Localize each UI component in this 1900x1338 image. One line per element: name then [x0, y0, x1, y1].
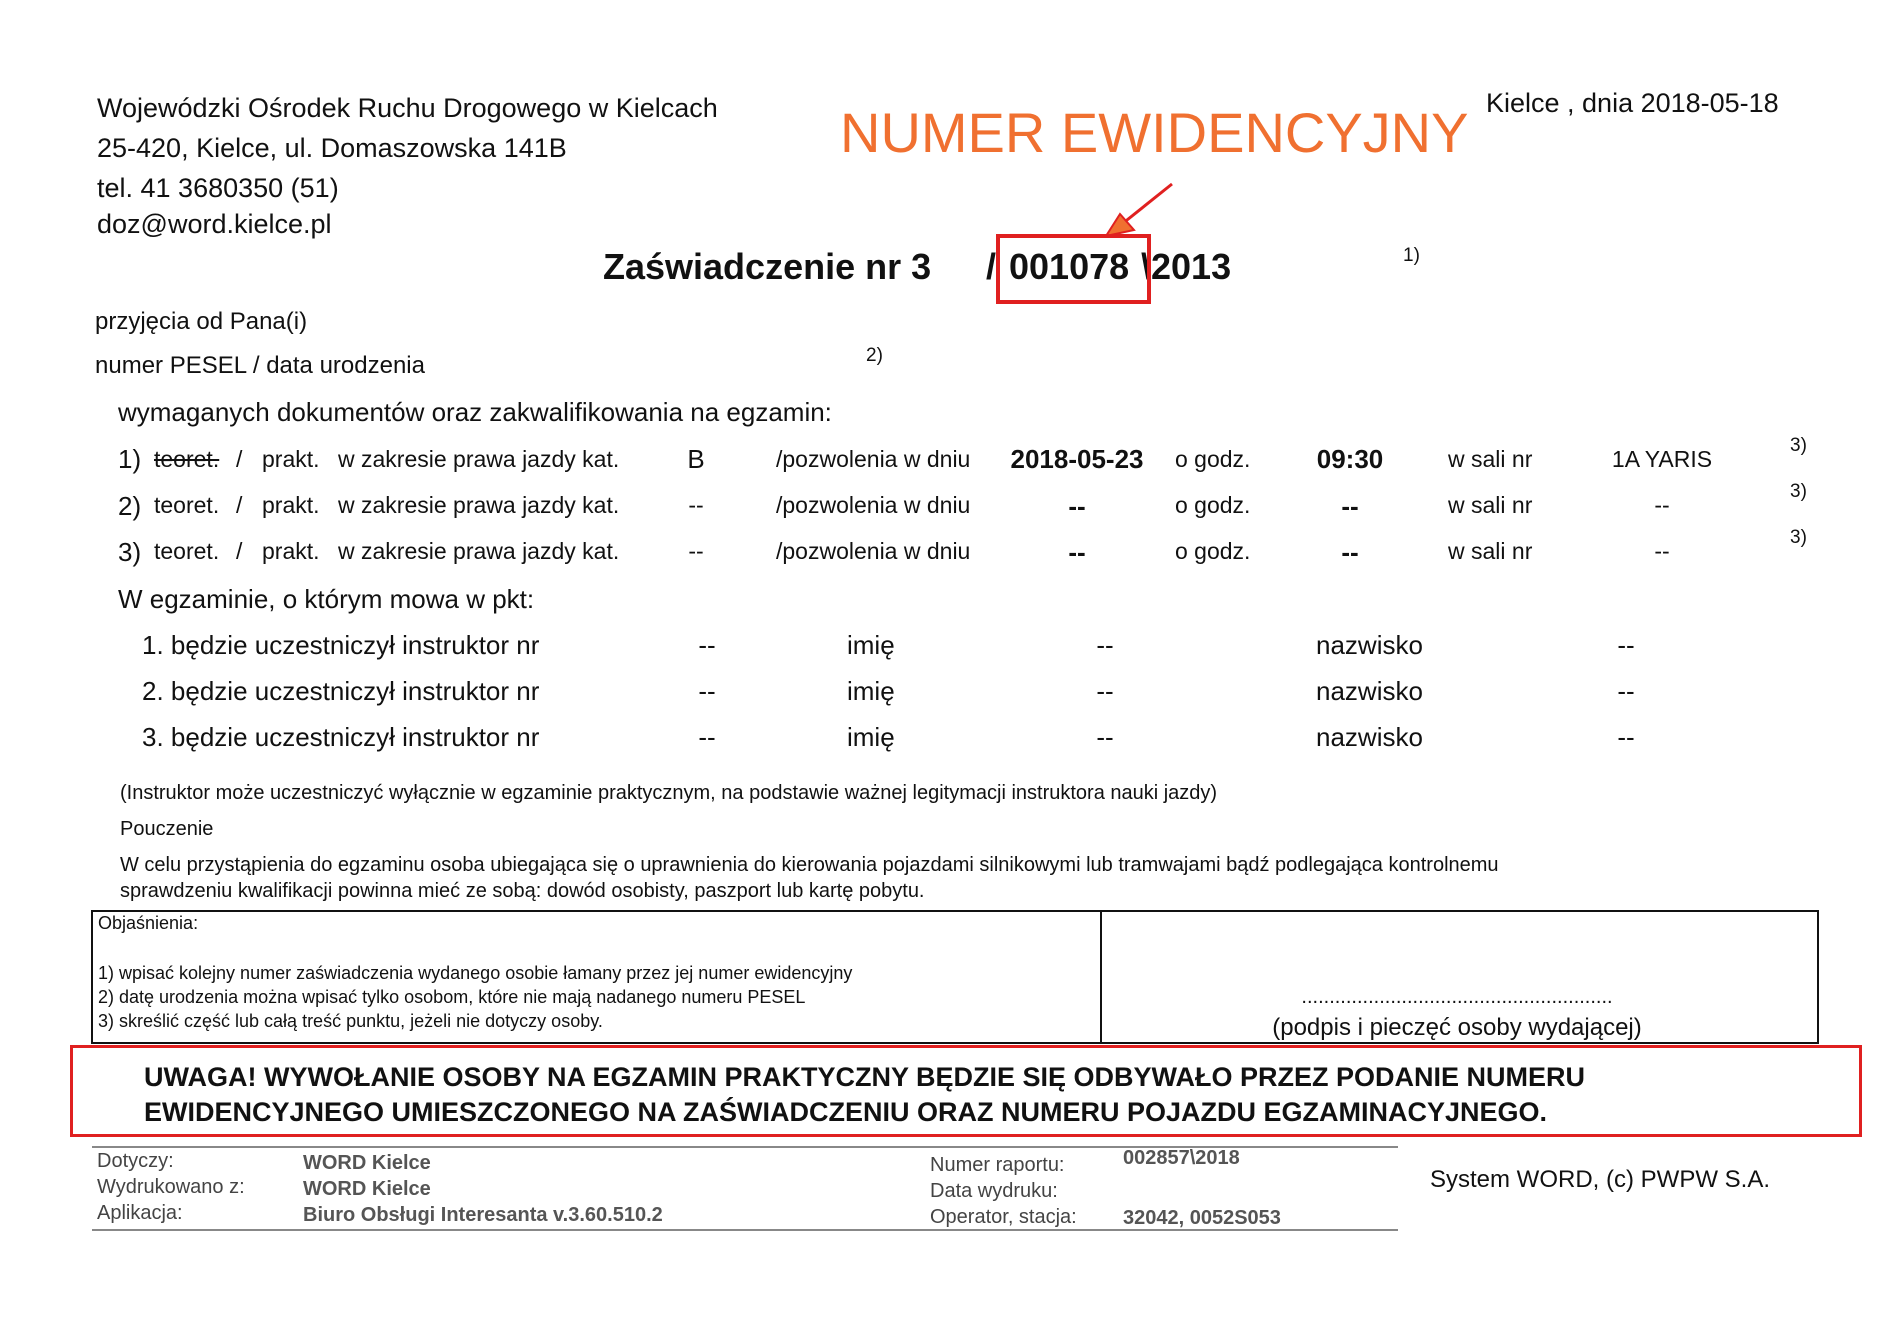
footer-printed-from-label: Wydrukowano z: [97, 1176, 245, 1198]
instructor-surname: -- [1617, 676, 1635, 706]
footer-concerns-label: Dotyczy: [97, 1150, 174, 1172]
exam-num: 3) [118, 537, 142, 567]
instructor-label: 1. będzie uczestniczył instruktor nr [142, 630, 540, 660]
exam-slash: / [236, 538, 243, 564]
instructor-note: (Instruktor może uczestniczyć wyłącznie w egzaminie praktycznym, na podstawie ważnej legitymacji instruktora nauki jazdy) [120, 782, 1218, 804]
certificate-number: 001078 [1009, 246, 1130, 287]
footer-operator-label: Operator, stacja: [930, 1206, 1077, 1228]
exam-date: -- [1068, 491, 1086, 521]
exam-room-label: w sali nr [1448, 538, 1533, 564]
footer-system: System WORD, (c) PWPW S.A. [1430, 1166, 1770, 1193]
footer-concerns-value: WORD Kielce [303, 1152, 431, 1174]
instructor-surname-label: nazwisko [1316, 676, 1423, 706]
instructor-surname-label: nazwisko [1316, 630, 1423, 660]
exam-num: 1) [118, 444, 142, 474]
issuer-email: doz@word.kielce.pl [97, 209, 332, 239]
instructor-surname-label: nazwisko [1316, 722, 1423, 752]
exam-note-ref: 3) [1790, 527, 1807, 548]
annotation-arrow-icon [1100, 178, 1180, 240]
instructor-name: -- [1096, 676, 1114, 706]
instructor-label: 3. będzie uczestniczył instruktor nr [142, 722, 540, 752]
instructor-surname: -- [1617, 630, 1635, 660]
footer-operator-value: 32042, 0052S053 [1123, 1207, 1281, 1229]
exam-permit-label: /pozwolenia w dniu [776, 446, 971, 472]
exam-num: 2) [118, 491, 142, 521]
exam-room-label: w sali nr [1448, 492, 1533, 518]
exam-permit-label: /pozwolenia w dniu [776, 492, 971, 518]
exam-time-label: o godz. [1175, 492, 1251, 518]
instructor-name: -- [1096, 630, 1114, 660]
issuer-name: Wojewódzki Ośrodek Ruchu Drogowego w Kielcach [97, 93, 718, 123]
instructor-label: 2. będzie uczestniczył instruktor nr [142, 676, 540, 706]
issuer-phone: tel. 41 3680350 (51) [97, 173, 339, 203]
footer-report-label: Numer raportu: [930, 1154, 1065, 1176]
instructor-name: -- [1096, 722, 1114, 752]
exam-time: -- [1341, 537, 1359, 567]
exam-room-label: w sali nr [1448, 446, 1533, 472]
instructor-surname: -- [1617, 722, 1635, 752]
warning-line: EWIDENCYJNEGO UMIESZCZONEGO NA ZAŚWIADCZENIU ORAZ NUMERU POJAZDU EGZAMINACYJNEGO. [144, 1097, 1548, 1127]
exam-practice: prakt. [262, 492, 320, 518]
exam-time: 09:30 [1316, 444, 1384, 474]
footer-app-label: Aplikacja: [97, 1202, 183, 1224]
explanation-item: 2) datę urodzenia można wpisać tylko osobom, które nie mają nadanego numeru PESEL [98, 987, 806, 1007]
annotation-label: NUMER EWIDENCYJNY [840, 101, 1469, 164]
number-highlight-box [996, 234, 1151, 304]
explanations-title: Objaśnienia: [98, 913, 199, 933]
exam-time-label: o godz. [1175, 446, 1251, 472]
warning-line: UWAGA! WYWOŁANIE OSOBY NA EGZAMIN PRAKTYCZNY BĘDZIE SIĘ ODBYWAŁO PRZEZ PODANIE NUMERU [144, 1062, 1586, 1092]
instructors-heading: W egzaminie, o którym mowa w pkt: [118, 584, 535, 614]
exam-theory: teoret. [154, 538, 220, 564]
instructor-number: -- [698, 722, 716, 752]
acceptance-label: przyjęcia od Pana(i) [95, 308, 308, 335]
footer-app-value: Biuro Obsługi Interesanta v.3.60.510.2 [303, 1204, 663, 1226]
exam-category: B [687, 444, 705, 474]
exam-permit-label: /pozwolenia w dniu [776, 538, 971, 564]
exam-room: -- [1654, 538, 1670, 564]
explanation-item: 1) wpisać kolejny numer zaświadczenia wydanego osobie łamany przez jej numer ewidencyjny [98, 963, 853, 983]
exam-category: -- [688, 538, 704, 564]
footer-printed-from-value: WORD Kielce [303, 1178, 431, 1200]
instruction-line: W celu przystąpienia do egzaminu osoba ubiegająca się o uprawnienia do kierowania pojazdami silnikowymi lub tramwajami bądź podlegająca kontrolnemu [120, 854, 1499, 876]
instruction-line: sprawdzeniu kwalifikacji powinna mieć ze sobą: dowód osobisty, paszport lub kartę pobytu. [120, 880, 925, 902]
exam-category: -- [688, 492, 704, 518]
exam-scope: w zakresie prawa jazdy kat. [338, 538, 620, 564]
exam-theory: teoret. [154, 446, 220, 472]
exam-slash: / [236, 446, 243, 472]
exam-practice: prakt. [262, 446, 320, 472]
exam-time-label: o godz. [1175, 538, 1251, 564]
exam-room: -- [1654, 492, 1670, 518]
exam-room: 1A YARIS [1611, 446, 1713, 472]
certificate-separator: / [986, 246, 997, 287]
footer-bottom-rule [92, 1229, 1398, 1231]
footer-print-date-label: Data wydruku: [930, 1180, 1058, 1202]
qualification-label: wymaganych dokumentów oraz zakwalifikowania na egzamin: [118, 397, 832, 427]
signature-label: (podpis i pieczęć osoby wydającej) [1272, 1014, 1642, 1041]
issuer-address: 25-420, Kielce, ul. Domaszowska 141B [97, 133, 567, 163]
pesel-label: numer PESEL / data urodzenia [95, 352, 425, 379]
exam-slash: / [236, 492, 243, 518]
certificate-note-ref: 1) [1403, 245, 1420, 266]
exam-date: -- [1068, 537, 1086, 567]
pesel-note-ref: 2) [866, 345, 883, 366]
signature-dots: ........................................................ [1301, 986, 1613, 1008]
exam-note-ref: 3) [1790, 435, 1807, 456]
exam-time: -- [1341, 491, 1359, 521]
exam-note-ref: 3) [1790, 481, 1807, 502]
exam-date: 2018-05-23 [1010, 444, 1144, 474]
instructor-name-label: imię [847, 722, 895, 752]
explanation-item: 3) skreślić część lub całą treść punktu, jeżeli nie dotyczy osoby. [98, 1011, 603, 1031]
instructor-name-label: imię [847, 630, 895, 660]
instructor-number: -- [698, 676, 716, 706]
footer-report-value: 002857\2018 [1123, 1147, 1240, 1169]
instructor-name-label: imię [847, 676, 895, 706]
exam-theory: teoret. [154, 492, 220, 518]
certificate-prefix: Zaświadczenie nr 3 [603, 246, 932, 287]
exam-scope: w zakresie prawa jazdy kat. [338, 492, 620, 518]
exam-scope: w zakresie prawa jazdy kat. [338, 446, 620, 472]
issue-date: Kielce , dnia 2018-05-18 [1486, 88, 1779, 118]
table-divider [1100, 910, 1102, 1044]
certificate-suffix: \2013 [1141, 246, 1232, 287]
exam-practice: prakt. [262, 538, 320, 564]
instructor-number: -- [698, 630, 716, 660]
instruction-title: Pouczenie [120, 818, 214, 840]
